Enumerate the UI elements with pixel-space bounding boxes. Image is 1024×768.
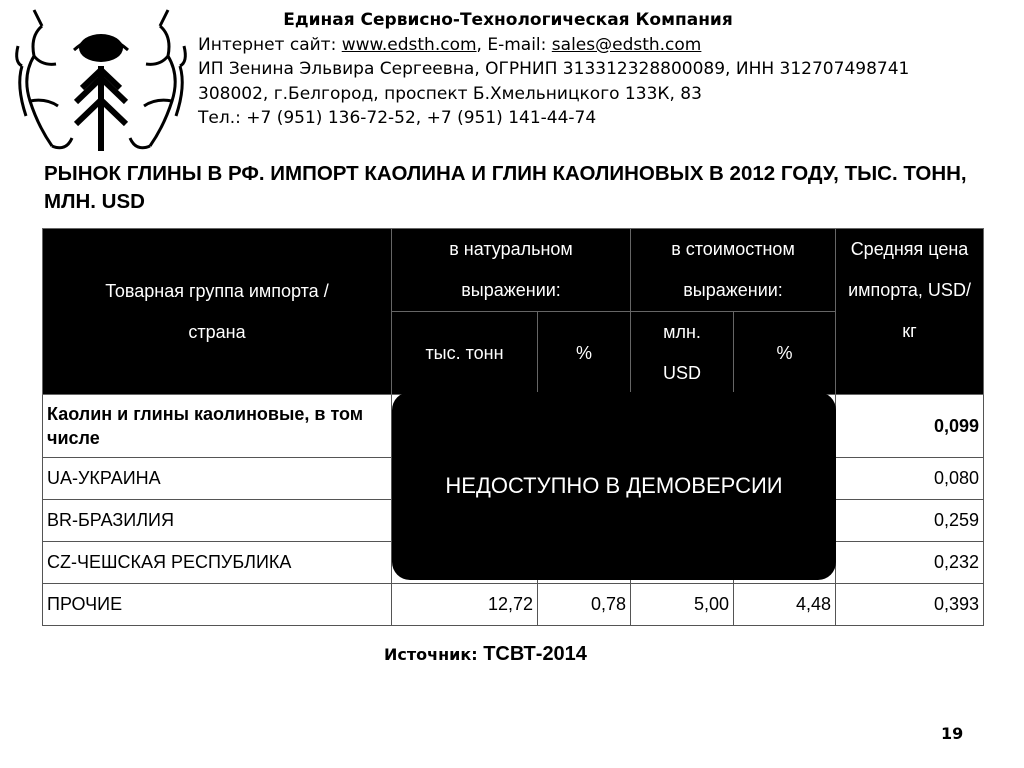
- avg-price-header: Средняя цена импорта, USD/кг: [836, 229, 984, 395]
- row-pct2: 4,48: [734, 584, 836, 626]
- page-title: РЫНОК ГЛИНЫ В РФ. ИМПОРТ КАОЛИНА И ГЛИН КАОЛИНОВЫХ В 2012 ГОДУ, ТЫС. ТОНН, МЛН. USD: [44, 162, 967, 213]
- row-tons: 12,72: [392, 584, 538, 626]
- source-value: ТСВТ-2014: [483, 643, 587, 665]
- company-emblem-logo: [12, 6, 190, 156]
- table-header-row: [43, 229, 984, 312]
- site-link[interactable]: www.edsth.com: [341, 34, 477, 55]
- row-price: 0,099: [836, 395, 984, 458]
- company-info: [198, 8, 998, 131]
- email-label: , E-mail:: [476, 34, 552, 55]
- demo-overlay: НЕДОСТУПНО В ДЕМОВЕРСИИ: [392, 392, 836, 580]
- site-label: Интернет сайт:: [198, 34, 342, 55]
- row-price: 0,259: [836, 500, 984, 542]
- value-header: в стоимостном выражении:: [631, 229, 836, 312]
- row-name: BR-БРАЗИЛИЯ: [43, 500, 392, 542]
- pct2-subheader: %: [734, 312, 836, 395]
- row-price: 0,393: [836, 584, 984, 626]
- row-name: UA-УКРАИНА: [43, 458, 392, 500]
- address-line: 308002, г.Белгород, проспект Б.Хмельницкого 133К, 83: [198, 83, 702, 104]
- row-name: Каолин и глины каолиновые, в том числе: [43, 395, 392, 458]
- row-name: ПРОЧИЕ: [43, 584, 392, 626]
- col-group-header: Товарная группа импорта / страна: [43, 229, 392, 395]
- page-number: 19: [941, 724, 964, 743]
- email-link[interactable]: sales@edsth.com: [551, 34, 702, 55]
- phones-line: Тел.: +7 (951) 136-72-52, +7 (951) 141-44-74: [198, 108, 597, 128]
- contacts-line: [198, 33, 998, 58]
- tons-subheader: тыс. тонн: [392, 312, 538, 395]
- row-usd: 5,00: [631, 584, 734, 626]
- table-row: [43, 584, 984, 626]
- row-price: 0,080: [836, 458, 984, 500]
- row-name: CZ-ЧЕШСКАЯ РЕСПУБЛИКА: [43, 542, 392, 584]
- usd-subheader: млн. USD: [631, 312, 734, 395]
- company-name: Единая Сервисно-Технологическая Компания: [283, 10, 733, 30]
- row-price: 0,232: [836, 542, 984, 584]
- row-pct: 0,78: [538, 584, 631, 626]
- pct-subheader: %: [538, 312, 631, 395]
- ip-line: ИП Зенина Эльвира Сергеевна, ОГРНИП 313312328800089, ИНН 312707498741: [198, 59, 910, 79]
- source-note: [384, 643, 587, 666]
- natural-header: в натуральном выражении:: [392, 229, 631, 312]
- source-label: Источник:: [384, 645, 484, 664]
